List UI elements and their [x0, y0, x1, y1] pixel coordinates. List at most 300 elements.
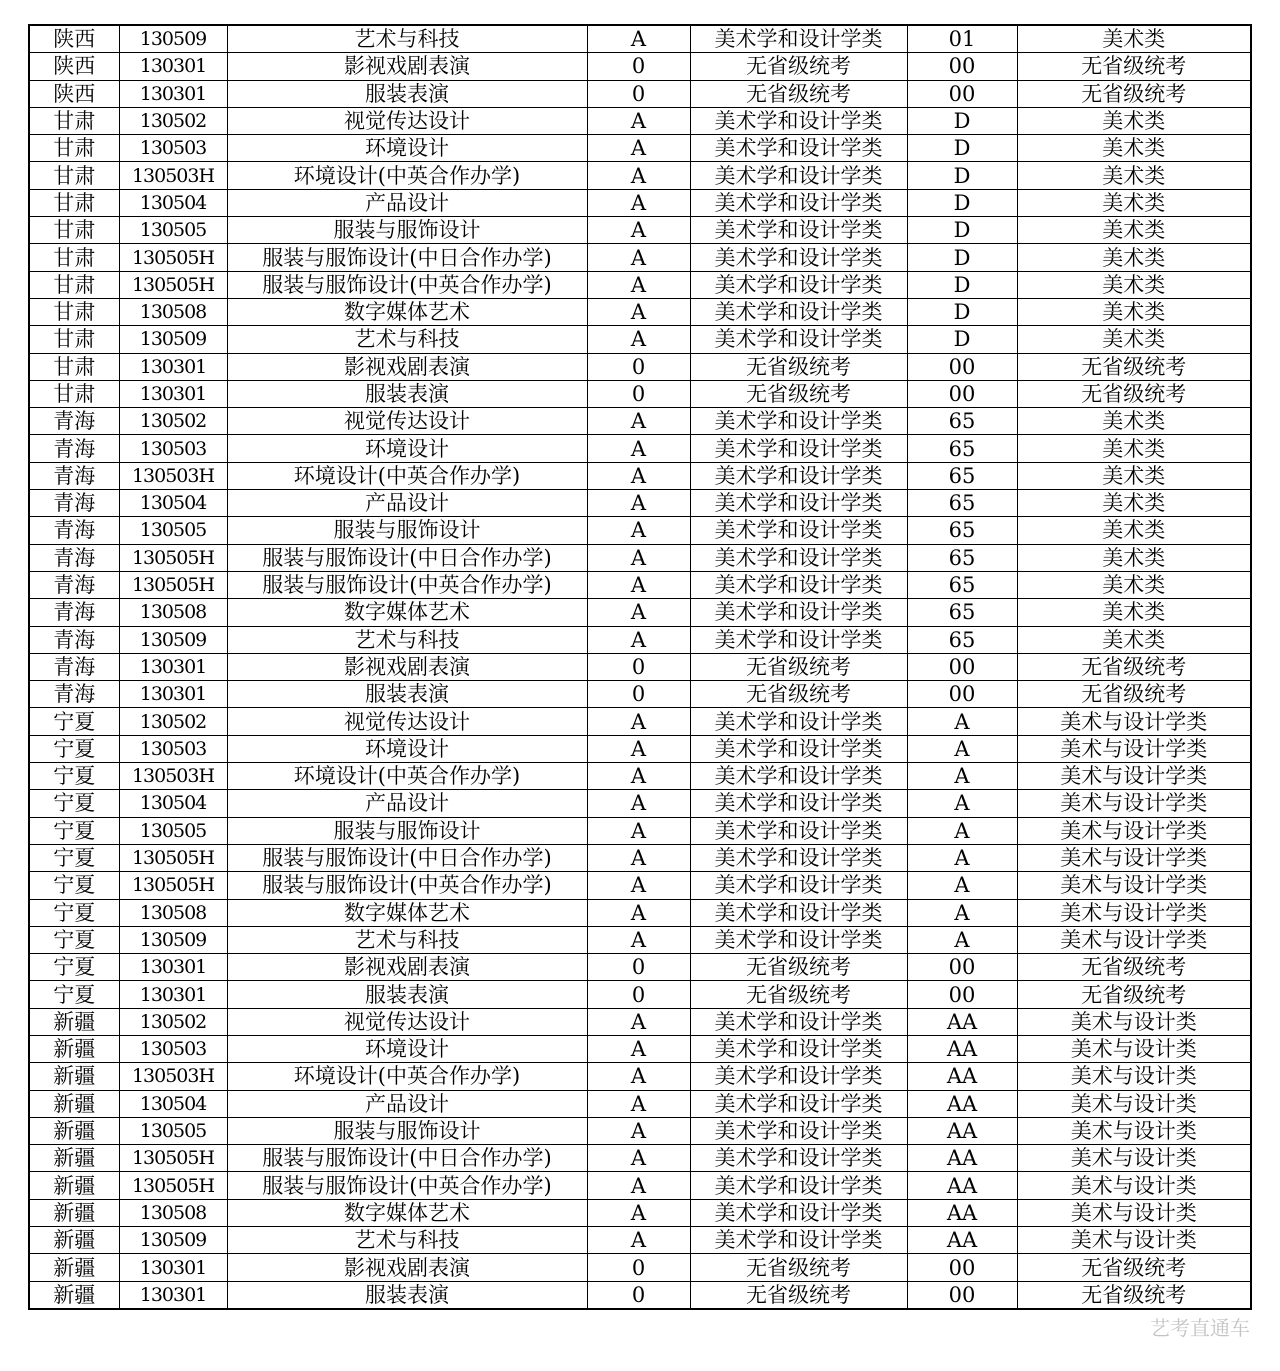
province-cell: 宁夏 — [29, 872, 119, 899]
exam-category-cell: 美术类 — [1017, 271, 1251, 298]
major-code-cell: 130505H — [119, 571, 227, 598]
major-code-cell: 130509 — [119, 926, 227, 953]
major-code-cell: 130502 — [119, 708, 227, 735]
category-name-cell: 美术学和设计学类 — [690, 107, 907, 134]
province-cell: 青海 — [29, 653, 119, 680]
table-row — [29, 326, 1251, 353]
exam-category-cell: 美术类 — [1017, 107, 1251, 134]
province-cell: 陕西 — [29, 53, 119, 80]
major-code-cell: 130504 — [119, 1090, 227, 1117]
major-name-cell: 影视戏剧表演 — [227, 954, 587, 981]
major-code-cell: 130503H — [119, 1063, 227, 1090]
province-cell: 新疆 — [29, 1199, 119, 1226]
province-cell: 新疆 — [29, 1227, 119, 1254]
table-row — [29, 1172, 1251, 1199]
category-code-cell: A — [587, 544, 690, 571]
major-name-cell: 产品设计 — [227, 490, 587, 517]
table-row — [29, 244, 1251, 271]
category-name-cell: 美术学和设计学类 — [690, 708, 907, 735]
major-code-cell: 130502 — [119, 107, 227, 134]
table-row — [29, 298, 1251, 325]
exam-code-cell: D — [907, 217, 1017, 244]
major-name-cell: 环境设计 — [227, 135, 587, 162]
major-code-cell: 130502 — [119, 408, 227, 435]
province-cell: 甘肃 — [29, 189, 119, 216]
major-code-cell: 130505H — [119, 1172, 227, 1199]
category-code-cell: 0 — [587, 954, 690, 981]
province-cell: 宁夏 — [29, 790, 119, 817]
major-code-cell: 130505 — [119, 817, 227, 844]
exam-category-cell: 美术与设计学类 — [1017, 899, 1251, 926]
province-cell: 新疆 — [29, 1281, 119, 1309]
exam-code-cell: 65 — [907, 626, 1017, 653]
category-code-cell: A — [587, 298, 690, 325]
category-name-cell: 美术学和设计学类 — [690, 872, 907, 899]
major-name-cell: 服装表演 — [227, 1281, 587, 1309]
province-cell: 青海 — [29, 599, 119, 626]
category-code-cell: A — [587, 599, 690, 626]
province-cell: 甘肃 — [29, 298, 119, 325]
exam-code-cell: 00 — [907, 981, 1017, 1008]
category-name-cell: 美术学和设计学类 — [690, 1172, 907, 1199]
major-code-cell: 130301 — [119, 353, 227, 380]
category-code-cell: A — [587, 844, 690, 871]
category-code-cell: A — [587, 571, 690, 598]
major-name-cell: 视觉传达设计 — [227, 408, 587, 435]
exam-category-cell: 无省级统考 — [1017, 1254, 1251, 1281]
table-row — [29, 626, 1251, 653]
category-code-cell: A — [587, 517, 690, 544]
exam-code-cell: AA — [907, 1172, 1017, 1199]
major-name-cell: 环境设计 — [227, 735, 587, 762]
exam-code-cell: 65 — [907, 571, 1017, 598]
table-row — [29, 353, 1251, 380]
category-name-cell: 无省级统考 — [690, 353, 907, 380]
category-name-cell: 无省级统考 — [690, 1254, 907, 1281]
category-code-cell: A — [587, 790, 690, 817]
exam-code-cell: 65 — [907, 517, 1017, 544]
exam-category-cell: 美术类 — [1017, 435, 1251, 462]
exam-category-cell: 美术类 — [1017, 544, 1251, 571]
exam-code-cell: A — [907, 790, 1017, 817]
exam-category-cell: 美术类 — [1017, 25, 1251, 53]
major-code-cell: 130301 — [119, 80, 227, 107]
category-code-cell: A — [587, 817, 690, 844]
exam-code-cell: 65 — [907, 435, 1017, 462]
major-code-cell: 130301 — [119, 954, 227, 981]
category-code-cell: 0 — [587, 53, 690, 80]
major-name-cell: 数字媒体艺术 — [227, 298, 587, 325]
table-row — [29, 681, 1251, 708]
province-cell: 青海 — [29, 435, 119, 462]
major-name-cell: 产品设计 — [227, 1090, 587, 1117]
major-code-cell: 130505H — [119, 244, 227, 271]
exam-code-cell: D — [907, 107, 1017, 134]
table-row — [29, 844, 1251, 871]
exam-code-cell: A — [907, 899, 1017, 926]
category-name-cell: 美术学和设计学类 — [690, 899, 907, 926]
province-cell: 新疆 — [29, 1145, 119, 1172]
exam-category-cell: 美术类 — [1017, 571, 1251, 598]
major-name-cell: 服装与服饰设计 — [227, 517, 587, 544]
exam-code-cell: AA — [907, 1199, 1017, 1226]
province-cell: 宁夏 — [29, 981, 119, 1008]
major-name-cell: 影视戏剧表演 — [227, 353, 587, 380]
exam-category-cell: 美术与设计学类 — [1017, 844, 1251, 871]
category-code-cell: A — [587, 244, 690, 271]
major-code-cell: 130301 — [119, 380, 227, 407]
exam-code-cell: AA — [907, 1145, 1017, 1172]
exam-code-cell: 00 — [907, 380, 1017, 407]
exam-category-cell: 美术类 — [1017, 217, 1251, 244]
major-name-cell: 环境设计 — [227, 435, 587, 462]
major-name-cell: 服装与服饰设计(中英合作办学) — [227, 1172, 587, 1199]
exam-code-cell: D — [907, 298, 1017, 325]
exam-code-cell: AA — [907, 1117, 1017, 1144]
exam-category-cell: 美术类 — [1017, 490, 1251, 517]
category-code-cell: 0 — [587, 80, 690, 107]
exam-code-cell: 65 — [907, 462, 1017, 489]
exam-code-cell: 00 — [907, 53, 1017, 80]
major-name-cell: 服装与服饰设计 — [227, 1117, 587, 1144]
province-cell: 甘肃 — [29, 353, 119, 380]
exam-category-cell: 美术类 — [1017, 462, 1251, 489]
table-row — [29, 981, 1251, 1008]
category-code-cell: A — [587, 1199, 690, 1226]
category-name-cell: 无省级统考 — [690, 954, 907, 981]
exam-code-cell: 00 — [907, 353, 1017, 380]
exam-category-cell: 美术类 — [1017, 162, 1251, 189]
exam-code-cell: D — [907, 135, 1017, 162]
major-code-cell: 130509 — [119, 326, 227, 353]
table-row — [29, 1063, 1251, 1090]
exam-category-cell: 无省级统考 — [1017, 353, 1251, 380]
exam-category-cell: 无省级统考 — [1017, 380, 1251, 407]
major-code-cell: 130505H — [119, 544, 227, 571]
table-row — [29, 408, 1251, 435]
major-code-cell: 130505H — [119, 872, 227, 899]
major-code-cell: 130505 — [119, 1117, 227, 1144]
category-code-cell: A — [587, 1090, 690, 1117]
table-row — [29, 1199, 1251, 1226]
major-code-cell: 130301 — [119, 53, 227, 80]
major-name-cell: 视觉传达设计 — [227, 107, 587, 134]
table-row — [29, 763, 1251, 790]
province-cell: 青海 — [29, 462, 119, 489]
category-name-cell: 美术学和设计学类 — [690, 271, 907, 298]
province-cell: 宁夏 — [29, 817, 119, 844]
category-name-cell: 美术学和设计学类 — [690, 217, 907, 244]
major-name-cell: 环境设计 — [227, 1035, 587, 1062]
category-name-cell: 美术学和设计学类 — [690, 544, 907, 571]
exam-code-cell: D — [907, 244, 1017, 271]
category-code-cell: A — [587, 217, 690, 244]
table-row — [29, 653, 1251, 680]
exam-category-cell: 美术类 — [1017, 599, 1251, 626]
major-code-cell: 130509 — [119, 626, 227, 653]
category-code-cell: A — [587, 435, 690, 462]
province-cell: 甘肃 — [29, 271, 119, 298]
major-name-cell: 服装表演 — [227, 681, 587, 708]
province-cell: 青海 — [29, 626, 119, 653]
category-code-cell: 0 — [587, 653, 690, 680]
table-row — [29, 708, 1251, 735]
major-name-cell: 服装与服饰设计(中日合作办学) — [227, 1145, 587, 1172]
table-row — [29, 25, 1251, 53]
table-row — [29, 1281, 1251, 1309]
exam-code-cell: AA — [907, 1035, 1017, 1062]
category-name-cell: 美术学和设计学类 — [690, 763, 907, 790]
exam-category-cell: 无省级统考 — [1017, 981, 1251, 1008]
category-code-cell: A — [587, 926, 690, 953]
province-cell: 甘肃 — [29, 326, 119, 353]
province-cell: 宁夏 — [29, 763, 119, 790]
exam-code-cell: 00 — [907, 954, 1017, 981]
exam-code-cell: A — [907, 817, 1017, 844]
exam-category-cell: 美术类 — [1017, 189, 1251, 216]
table-row — [29, 80, 1251, 107]
major-code-cell: 130502 — [119, 1008, 227, 1035]
major-code-cell: 130301 — [119, 981, 227, 1008]
category-code-cell: A — [587, 1063, 690, 1090]
exam-code-cell: 00 — [907, 653, 1017, 680]
province-cell: 青海 — [29, 544, 119, 571]
major-code-cell: 130503 — [119, 435, 227, 462]
category-name-cell: 美术学和设计学类 — [690, 1199, 907, 1226]
table-row — [29, 135, 1251, 162]
exam-category-cell: 无省级统考 — [1017, 80, 1251, 107]
major-code-cell: 130505H — [119, 844, 227, 871]
major-code-cell: 130505 — [119, 517, 227, 544]
category-name-cell: 无省级统考 — [690, 681, 907, 708]
category-code-cell: A — [587, 872, 690, 899]
category-code-cell: A — [587, 626, 690, 653]
province-cell: 宁夏 — [29, 708, 119, 735]
category-code-cell: A — [587, 763, 690, 790]
major-code-cell: 130505H — [119, 1145, 227, 1172]
category-name-cell: 无省级统考 — [690, 1281, 907, 1309]
category-name-cell: 美术学和设计学类 — [690, 926, 907, 953]
category-code-cell: A — [587, 735, 690, 762]
table-row — [29, 490, 1251, 517]
category-code-cell: 0 — [587, 353, 690, 380]
major-name-cell: 艺术与科技 — [227, 25, 587, 53]
exam-category-cell: 美术与设计类 — [1017, 1117, 1251, 1144]
major-code-cell: 130505 — [119, 217, 227, 244]
category-name-cell: 美术学和设计学类 — [690, 326, 907, 353]
exam-category-cell: 美术类 — [1017, 517, 1251, 544]
exam-code-cell: AA — [907, 1008, 1017, 1035]
exam-category-cell: 无省级统考 — [1017, 954, 1251, 981]
category-code-cell: A — [587, 107, 690, 134]
province-cell: 新疆 — [29, 1117, 119, 1144]
major-name-cell: 环境设计(中英合作办学) — [227, 1063, 587, 1090]
table-row — [29, 872, 1251, 899]
exam-code-cell: D — [907, 189, 1017, 216]
exam-category-cell: 美术类 — [1017, 326, 1251, 353]
category-name-cell: 美术学和设计学类 — [690, 599, 907, 626]
table-row — [29, 599, 1251, 626]
exam-category-cell: 美术与设计类 — [1017, 1145, 1251, 1172]
province-cell: 甘肃 — [29, 135, 119, 162]
category-code-cell: 0 — [587, 981, 690, 1008]
category-code-cell: A — [587, 899, 690, 926]
major-name-cell: 服装与服饰设计(中日合作办学) — [227, 244, 587, 271]
major-name-cell: 环境设计(中英合作办学) — [227, 462, 587, 489]
category-name-cell: 美术学和设计学类 — [690, 1145, 907, 1172]
major-name-cell: 影视戏剧表演 — [227, 1254, 587, 1281]
category-name-cell: 美术学和设计学类 — [690, 735, 907, 762]
category-name-cell: 无省级统考 — [690, 653, 907, 680]
table-row — [29, 1227, 1251, 1254]
province-cell: 新疆 — [29, 1090, 119, 1117]
table-row — [29, 53, 1251, 80]
major-code-cell: 130503H — [119, 763, 227, 790]
exam-category-cell: 美术与设计学类 — [1017, 926, 1251, 953]
category-code-cell: A — [587, 462, 690, 489]
major-code-cell: 130505H — [119, 271, 227, 298]
exam-code-cell: 65 — [907, 544, 1017, 571]
major-code-cell: 130301 — [119, 1281, 227, 1309]
category-name-cell: 美术学和设计学类 — [690, 844, 907, 871]
exam-category-cell: 美术类 — [1017, 135, 1251, 162]
exam-category-cell: 美术类 — [1017, 626, 1251, 653]
province-cell: 新疆 — [29, 1063, 119, 1090]
exam-code-cell: D — [907, 326, 1017, 353]
category-name-cell: 无省级统考 — [690, 380, 907, 407]
province-cell: 青海 — [29, 490, 119, 517]
exam-code-cell: AA — [907, 1227, 1017, 1254]
table-row — [29, 1035, 1251, 1062]
category-name-cell: 美术学和设计学类 — [690, 1090, 907, 1117]
table-row — [29, 899, 1251, 926]
major-code-cell: 130504 — [119, 490, 227, 517]
category-code-cell: A — [587, 189, 690, 216]
exam-code-cell: A — [907, 735, 1017, 762]
category-name-cell: 美术学和设计学类 — [690, 25, 907, 53]
exam-category-cell: 美术与设计学类 — [1017, 708, 1251, 735]
table-row — [29, 271, 1251, 298]
exam-code-cell: A — [907, 763, 1017, 790]
major-name-cell: 服装与服饰设计(中英合作办学) — [227, 872, 587, 899]
major-name-cell: 服装与服饰设计(中英合作办学) — [227, 571, 587, 598]
province-cell: 甘肃 — [29, 162, 119, 189]
category-code-cell: A — [587, 326, 690, 353]
table-row — [29, 735, 1251, 762]
category-name-cell: 美术学和设计学类 — [690, 490, 907, 517]
category-code-cell: 0 — [587, 1281, 690, 1309]
exam-category-cell: 无省级统考 — [1017, 1281, 1251, 1309]
exam-code-cell: 00 — [907, 681, 1017, 708]
category-name-cell: 无省级统考 — [690, 981, 907, 1008]
category-code-cell: 0 — [587, 1254, 690, 1281]
category-code-cell: A — [587, 25, 690, 53]
category-name-cell: 美术学和设计学类 — [690, 817, 907, 844]
exam-code-cell: 65 — [907, 408, 1017, 435]
major-name-cell: 产品设计 — [227, 790, 587, 817]
exam-category-cell: 美术与设计学类 — [1017, 790, 1251, 817]
admissions-table — [28, 24, 1252, 1310]
table-row — [29, 926, 1251, 953]
major-code-cell: 130503 — [119, 135, 227, 162]
major-name-cell: 环境设计(中英合作办学) — [227, 162, 587, 189]
table-row — [29, 1008, 1251, 1035]
table-row — [29, 544, 1251, 571]
exam-code-cell: A — [907, 926, 1017, 953]
category-name-cell: 美术学和设计学类 — [690, 189, 907, 216]
exam-code-cell: 01 — [907, 25, 1017, 53]
table-row — [29, 435, 1251, 462]
province-cell: 甘肃 — [29, 107, 119, 134]
category-name-cell: 美术学和设计学类 — [690, 244, 907, 271]
table-row — [29, 380, 1251, 407]
exam-category-cell: 无省级统考 — [1017, 653, 1251, 680]
table-row — [29, 1117, 1251, 1144]
province-cell: 陕西 — [29, 80, 119, 107]
exam-category-cell: 美术与设计类 — [1017, 1090, 1251, 1117]
category-name-cell: 美术学和设计学类 — [690, 517, 907, 544]
province-cell: 新疆 — [29, 1008, 119, 1035]
table-row — [29, 217, 1251, 244]
category-name-cell: 美术学和设计学类 — [690, 1035, 907, 1062]
major-name-cell: 影视戏剧表演 — [227, 653, 587, 680]
major-code-cell: 130508 — [119, 899, 227, 926]
province-cell: 甘肃 — [29, 380, 119, 407]
category-name-cell: 美术学和设计学类 — [690, 435, 907, 462]
category-name-cell: 美术学和设计学类 — [690, 408, 907, 435]
category-code-cell: A — [587, 1227, 690, 1254]
category-code-cell: A — [587, 1145, 690, 1172]
exam-category-cell: 美术类 — [1017, 408, 1251, 435]
category-name-cell: 美术学和设计学类 — [690, 1008, 907, 1035]
table-row — [29, 790, 1251, 817]
major-name-cell: 视觉传达设计 — [227, 1008, 587, 1035]
major-name-cell: 艺术与科技 — [227, 326, 587, 353]
category-name-cell: 无省级统考 — [690, 53, 907, 80]
table-row — [29, 189, 1251, 216]
major-name-cell: 艺术与科技 — [227, 626, 587, 653]
exam-category-cell: 无省级统考 — [1017, 53, 1251, 80]
major-code-cell: 130508 — [119, 1199, 227, 1226]
major-name-cell: 环境设计(中英合作办学) — [227, 763, 587, 790]
major-name-cell: 服装与服饰设计 — [227, 817, 587, 844]
exam-category-cell: 美术与设计类 — [1017, 1063, 1251, 1090]
exam-category-cell: 无省级统考 — [1017, 681, 1251, 708]
exam-code-cell: D — [907, 162, 1017, 189]
major-code-cell: 130509 — [119, 25, 227, 53]
category-name-cell: 无省级统考 — [690, 80, 907, 107]
category-name-cell: 美术学和设计学类 — [690, 626, 907, 653]
province-cell: 新疆 — [29, 1172, 119, 1199]
major-code-cell: 130503H — [119, 162, 227, 189]
category-name-cell: 美术学和设计学类 — [690, 790, 907, 817]
category-code-cell: A — [587, 1172, 690, 1199]
exam-code-cell: AA — [907, 1090, 1017, 1117]
exam-category-cell: 美术与设计学类 — [1017, 817, 1251, 844]
category-name-cell: 美术学和设计学类 — [690, 162, 907, 189]
major-name-cell: 服装与服饰设计(中英合作办学) — [227, 271, 587, 298]
major-code-cell: 130504 — [119, 189, 227, 216]
exam-category-cell: 美术与设计学类 — [1017, 872, 1251, 899]
exam-category-cell: 美术类 — [1017, 298, 1251, 325]
province-cell: 宁夏 — [29, 844, 119, 871]
major-code-cell: 130301 — [119, 681, 227, 708]
watermark: 艺考直通车 — [1150, 1316, 1250, 1340]
major-code-cell: 130301 — [119, 1254, 227, 1281]
category-code-cell: A — [587, 1008, 690, 1035]
table-row — [29, 571, 1251, 598]
major-code-cell: 130508 — [119, 298, 227, 325]
